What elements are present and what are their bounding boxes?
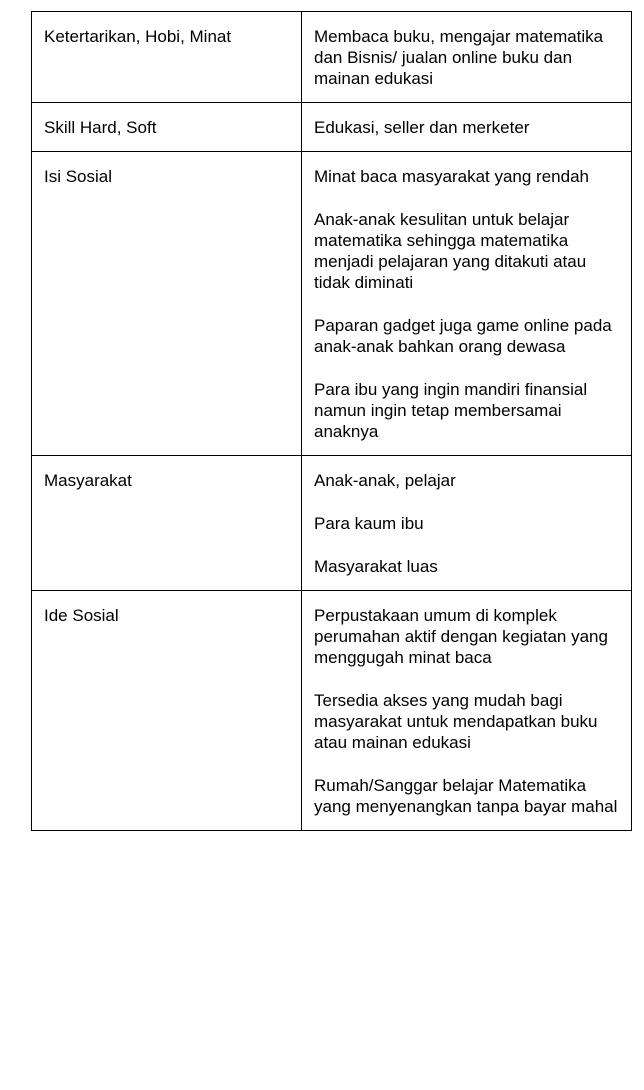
content-paragraph: Para ibu yang ingin mandiri finansial namun ingin tetap membersamai anaknya <box>314 380 588 441</box>
content-paragraph: Anak-anak, pelajar <box>314 471 456 490</box>
content-paragraph: Membaca buku, mengajar matematika dan Bisnis/ jualan online buku dan mainan edukasi <box>314 27 604 88</box>
content-paragraph: Paparan gadget juga game online pada anak-anak bahkan orang dewasa <box>314 316 612 356</box>
content-paragraph: Minat baca masyarakat yang rendah <box>314 167 589 186</box>
row-content <box>302 12 632 103</box>
row-content <box>302 456 632 591</box>
content-paragraph: Tersedia akses yang mudah bagi masyarakat untuk mendapatkan buku atau mainan edukasi <box>314 691 598 752</box>
table-row <box>32 591 632 831</box>
row-label: Ide Sosial <box>32 591 302 831</box>
row-label: Masyarakat <box>32 456 302 591</box>
table-row <box>32 152 632 456</box>
table-row <box>32 103 632 152</box>
content-paragraph: Anak-anak kesulitan untuk belajar matematika sehingga matematika menjadi pelajaran yang ditakuti atau tidak diminati <box>314 210 587 292</box>
row-label: Skill Hard, Soft <box>32 103 302 152</box>
row-content <box>302 152 632 456</box>
content-paragraph: Edukasi, seller dan merketer <box>314 118 530 137</box>
content-paragraph: Masyarakat luas <box>314 557 438 576</box>
document-table <box>31 11 632 831</box>
row-label: Ketertarikan, Hobi, Minat <box>32 12 302 103</box>
row-content <box>302 103 632 152</box>
table-row <box>32 456 632 591</box>
row-label: Isi Sosial <box>32 152 302 456</box>
row-content <box>302 591 632 831</box>
content-paragraph: Perpustakaan umum di komplek perumahan aktif dengan kegiatan yang menggugah minat baca <box>314 606 608 667</box>
content-paragraph: Rumah/Sanggar belajar Matematika yang menyenangkan tanpa bayar mahal <box>314 776 618 816</box>
table-row <box>32 12 632 103</box>
content-paragraph: Para kaum ibu <box>314 514 424 533</box>
